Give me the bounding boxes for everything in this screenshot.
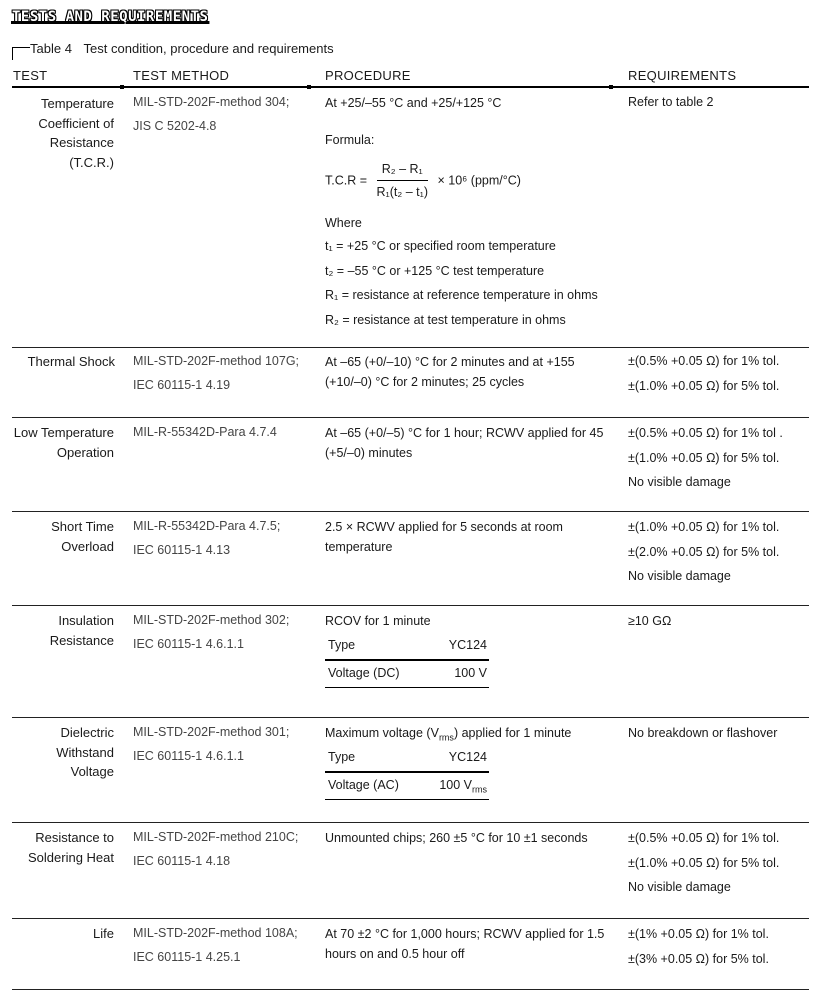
test-method [133,90,313,138]
mini-type-label: Type [328,638,356,652]
mini-type-label: Type [328,750,356,764]
header-rule [12,86,809,88]
mini-voltage-value: 100 V [454,666,487,680]
method-line: IEC 60115-1 4.18 [133,854,231,868]
method-line: MIL-STD-202F-method 107G; [133,354,300,368]
procedure-text: At –65 (+0/–10) °C for 2 minutes and at +155 (+10/–0) °C for 2 minutes; 25 cycles [325,355,575,389]
test-name: Temperature Coefficient of Resistance (T.C.R.) [38,96,114,170]
voltage-number: 100 V [439,778,472,792]
requirement-line: ±(3% +0.05 Ω) for 5% tol. [628,951,769,966]
formula-definitions [325,234,610,332]
procedure-subscript: rms [438,732,454,743]
requirement-line: ±(0.5% +0.05 Ω) for 1% tol . [628,426,783,440]
mini-type-row [325,633,489,659]
method-line: MIL-STD-202F-method 108A; [133,926,298,940]
test-name: Life [93,926,114,941]
requirement-line: ±(1% +0.05 Ω) for 1% tol. [628,927,769,941]
test-method [133,514,313,562]
procedure-text: Unmounted chips; 260 ±5 °C for 10 ±1 seconds [325,831,588,845]
method-line: MIL-STD-202F-method 302; [133,613,290,627]
mini-type-value: YC124 [448,750,487,764]
requirements [628,922,813,971]
procedure-text: 2.5 × RCWV applied for 5 seconds at room temperature [325,520,563,554]
col-header-procedure: PROCEDURE [325,68,411,83]
row-divider [12,918,809,919]
method-line: MIL-STD-202F-method 301; [133,725,290,739]
method-line: MIL-R-55342D-Para 4.7.5; [133,519,281,533]
voltage-mini-table [325,745,489,800]
requirements [628,90,813,115]
formula-fraction [377,160,428,201]
mini-type-row [325,745,489,771]
col-header-requirements: REQUIREMENTS [628,68,737,83]
mini-voltage-row [325,773,489,799]
voltage-subscript: rms [472,784,487,795]
section-title: TESTS AND REQUIREMENTS [12,9,209,25]
definition-line: t₂ = –55 °C or +125 °C test temperature [325,263,545,278]
caption-text: Test condition, procedure and requirements [83,41,334,56]
mini-voltage-value [439,773,487,802]
requirement-line: ±(0.5% +0.05 Ω) for 1% tol. [628,831,780,845]
header-dot [609,85,613,89]
test-name: Resistance to Soldering Heat [28,830,114,865]
requirement-line: ≥10 GΩ [628,614,672,628]
method-line: MIL-R-55342D-Para 4.7.4 [133,425,277,439]
caption-label: Table 4 [30,41,72,56]
row-divider [12,822,809,823]
requirements [628,421,813,495]
requirement-line: ±(1.0% +0.05 Ω) for 1% tol. [628,520,780,534]
requirement-line: ±(1.0% +0.05 Ω) for 5% tol. [628,378,780,393]
mini-type-value: YC124 [448,638,487,652]
method-line: IEC 60115-1 4.25.1 [133,950,241,964]
procedure-text: At –65 (+0/–5) °C for 1 hour; RCWV applied for 45 (+5/–0) minutes [325,426,604,460]
requirement-line: ±(2.0% +0.05 Ω) for 5% tol. [628,544,780,559]
formula-label: Formula: [325,133,375,147]
row-divider [12,347,809,348]
mini-rule [325,687,489,688]
tcr-formula [325,160,610,201]
requirement-line: No visible damage [628,475,731,489]
test-method [133,825,313,873]
procedure-part: ) applied for 1 minute [453,726,572,740]
formula-lhs: T.C.R = [325,173,368,188]
requirements [628,826,813,900]
col-header-test: TEST [13,68,48,83]
requirement-line: Refer to table 2 [628,95,714,109]
test-name: Thermal Shock [27,354,115,369]
procedure-text: At 70 ±2 °C for 1,000 hours; RCWV applied for 1.5 hours on and 0.5 hour off [325,927,605,961]
test-name: Insulation Resistance [49,613,114,648]
test-name: Low Temperature Operation [13,425,114,460]
requirement-line: ±(1.0% +0.05 Ω) for 5% tol. [628,450,780,465]
requirements [628,609,813,634]
procedure-text: At +25/–55 °C and +25/+125 °C [325,96,502,110]
row-divider [12,511,809,512]
procedure-text: RCOV for 1 minute [325,614,431,628]
method-line: JIS C 5202-4.8 [133,119,217,133]
header-dot [307,85,311,89]
where-label: Where [325,216,362,230]
requirement-line: No visible damage [628,880,731,894]
requirement-line: ±(1.0% +0.05 Ω) for 5% tol. [628,855,780,870]
requirements [628,349,813,398]
procedure-part: Maximum voltage (V [325,726,439,740]
col-header-method: TEST METHOD [133,68,230,83]
test-method [133,720,313,768]
requirement-line: No visible damage [628,569,731,583]
voltage-mini-table [325,633,489,688]
method-line: MIL-STD-202F-method 210C; [133,830,299,844]
requirement-line: ±(0.5% +0.05 Ω) for 1% tol. [628,354,780,368]
definition-line: R₁ = resistance at reference temperature in ohms [325,288,598,302]
requirement-line: No breakdown or flashover [628,726,778,740]
row-divider [12,417,809,418]
definition-line: t₁ = +25 °C or specified room temperature [325,239,556,253]
row-divider [12,605,809,606]
method-line: IEC 60115-1 4.19 [133,378,231,392]
requirements [628,515,813,589]
test-method [133,608,313,656]
test-name: Dielectric Withstand Voltage [56,725,114,779]
method-line: IEC 60115-1 4.13 [133,543,231,557]
requirements [628,721,813,746]
definition-line: R₂ = resistance at test temperature in ohms [325,312,566,327]
formula-denominator: R₁(t₂ – t₁) [376,185,428,199]
formula-rhs: × 10⁶ (ppm/°C) [437,173,521,188]
row-divider [12,717,809,718]
mini-voltage-row [325,661,489,687]
formula-numerator: R₂ – R₁ [377,160,428,181]
test-method [133,420,313,444]
row-divider [12,989,809,990]
method-line: IEC 60115-1 4.6.1.1 [133,637,244,651]
method-line: MIL-STD-202F-method 304; [133,95,290,109]
header-dot [120,85,124,89]
test-name: Short Time Overload [51,519,114,554]
table-caption [13,41,334,56]
mini-voltage-label: Voltage (AC) [328,778,399,792]
test-method [133,349,313,397]
test-method [133,921,313,969]
method-line: IEC 60115-1 4.6.1.1 [133,749,244,763]
mini-voltage-label: Voltage (DC) [328,666,400,680]
